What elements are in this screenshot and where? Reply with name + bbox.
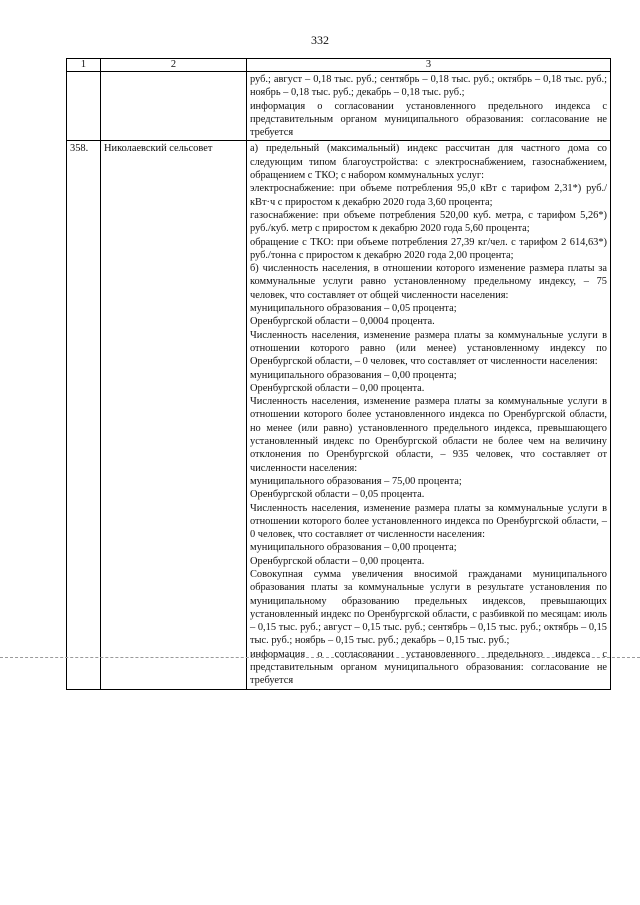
header-col-1: 1 xyxy=(67,59,101,72)
paragraph: б) численность населения, в отношении которого изменение размера платы за коммунальные услуги равно установленному предельному индексу, – 75 человек, что составляет от общей численности населения: xyxy=(250,263,607,301)
paragraph: муниципального образования – 0,05 процента; xyxy=(250,303,457,315)
scan-dashed-line xyxy=(0,657,640,658)
row-description-cell xyxy=(247,72,611,141)
document-table xyxy=(66,58,611,690)
paragraph: информация о согласовании установленного предельного индекса с представительным органом муниципального образования: согласование не требуется xyxy=(250,100,607,139)
table-row-358 xyxy=(67,141,611,689)
row-name-cell xyxy=(101,72,247,141)
page-number: 332 xyxy=(311,33,329,47)
paragraph: Оренбургской области – 0,05 процента. xyxy=(250,489,425,501)
paragraph: Численность населения, изменение размера платы за коммунальные услуги в отношении которого более установленного индекса по Оренбургской области, но менее (или равно) установленного предельного индекса, превышающего установленный индекс по Оренбургской области не более чем на величину отклонения по Оренбургской области, – 935 человек, что составляет от численности населения: xyxy=(250,396,607,474)
paragraph: газоснабжение: при объеме потребления 520,00 куб. метра, с тарифом 5,26*) руб./куб. метр с приростом к декабрю 2020 года 5,60 процента; xyxy=(250,209,607,235)
paragraph: Оренбургской области – 0,0004 процента. xyxy=(250,316,435,328)
header-col-3: 3 xyxy=(247,59,611,72)
table-row-continued xyxy=(67,72,611,141)
paragraph: руб.; август – 0,18 тыс. руб.; сентябрь – 0,18 тыс. руб.; октябрь – 0,18 тыс. руб.; ноябрь – 0,18 тыс. руб.; декабрь – 0,18 тыс. руб.; xyxy=(250,74,607,99)
paragraph: Оренбургской области – 0,00 процента. xyxy=(250,555,425,567)
header-col-2: 2 xyxy=(101,59,247,72)
paragraph: информация о согласовании установленного предельного индекса с представительным органом муниципального образования: согласование не требуется xyxy=(250,648,607,687)
row-description-cell xyxy=(247,141,611,689)
paragraph: обращение с ТКО: при объеме потребления 27,39 кг/чел. с тарифом 2 614,63*) руб./тонна с приростом к декабрю 2020 года 2,00 процента; xyxy=(250,236,607,261)
paragraph: Оренбургской области – 0,00 процента. xyxy=(250,382,425,394)
paragraph: а) предельный (максимальный) индекс рассчитан для частного дома со следующим типом благоустройства: с электроснабжением, газоснабжением, обращением с ТКО; с набором коммунальных услуг: xyxy=(250,143,607,182)
paragraph: муниципального образования – 75,00 процента; xyxy=(250,475,462,487)
paragraph: муниципального образования – 0,00 процента; xyxy=(250,542,457,554)
row-number-cell: 358. xyxy=(67,141,101,689)
paragraph: Численность населения, изменение размера платы за коммунальные услуги в отношении которого более установленного индекса по Оренбургской области, – 0 человек, что составляет от численности населения: xyxy=(250,502,607,541)
paragraph: электроснабжение: при объеме потребления 95,0 кВт с тарифом 2,31*) руб./кВт·ч с приростом к декабрю 2020 года 3,60 процента; xyxy=(250,183,607,208)
row-name-cell: Николаевский сельсовет xyxy=(101,141,247,689)
paragraph: муниципального образования – 0,00 процента; xyxy=(250,369,457,381)
row-number-cell xyxy=(67,72,101,141)
table-header-row xyxy=(67,59,611,72)
paragraph: Численность населения, изменение размера платы за коммунальные услуги в отношении которого равно (или менее) установленному индексу по Оренбургской области, – 0 человек, что составляет от численности населения: xyxy=(250,329,607,368)
paragraph: Совокупная сумма увеличения вносимой гражданами муниципального образования платы за коммунальные услуги в результате установления по муниципальному образованию предельных индексов, превышающих установленный индекс по Оренбургской области, с разбивкой по месяцам: июль – 0,15 тыс. руб.; август – 0,15 тыс. руб.; сентябрь – 0,15 тыс. руб.; октябрь – 0,15 тыс. руб.; ноябрь – 0,15 тыс. руб.; декабрь – 0,15 тыс. руб.; xyxy=(250,568,607,647)
